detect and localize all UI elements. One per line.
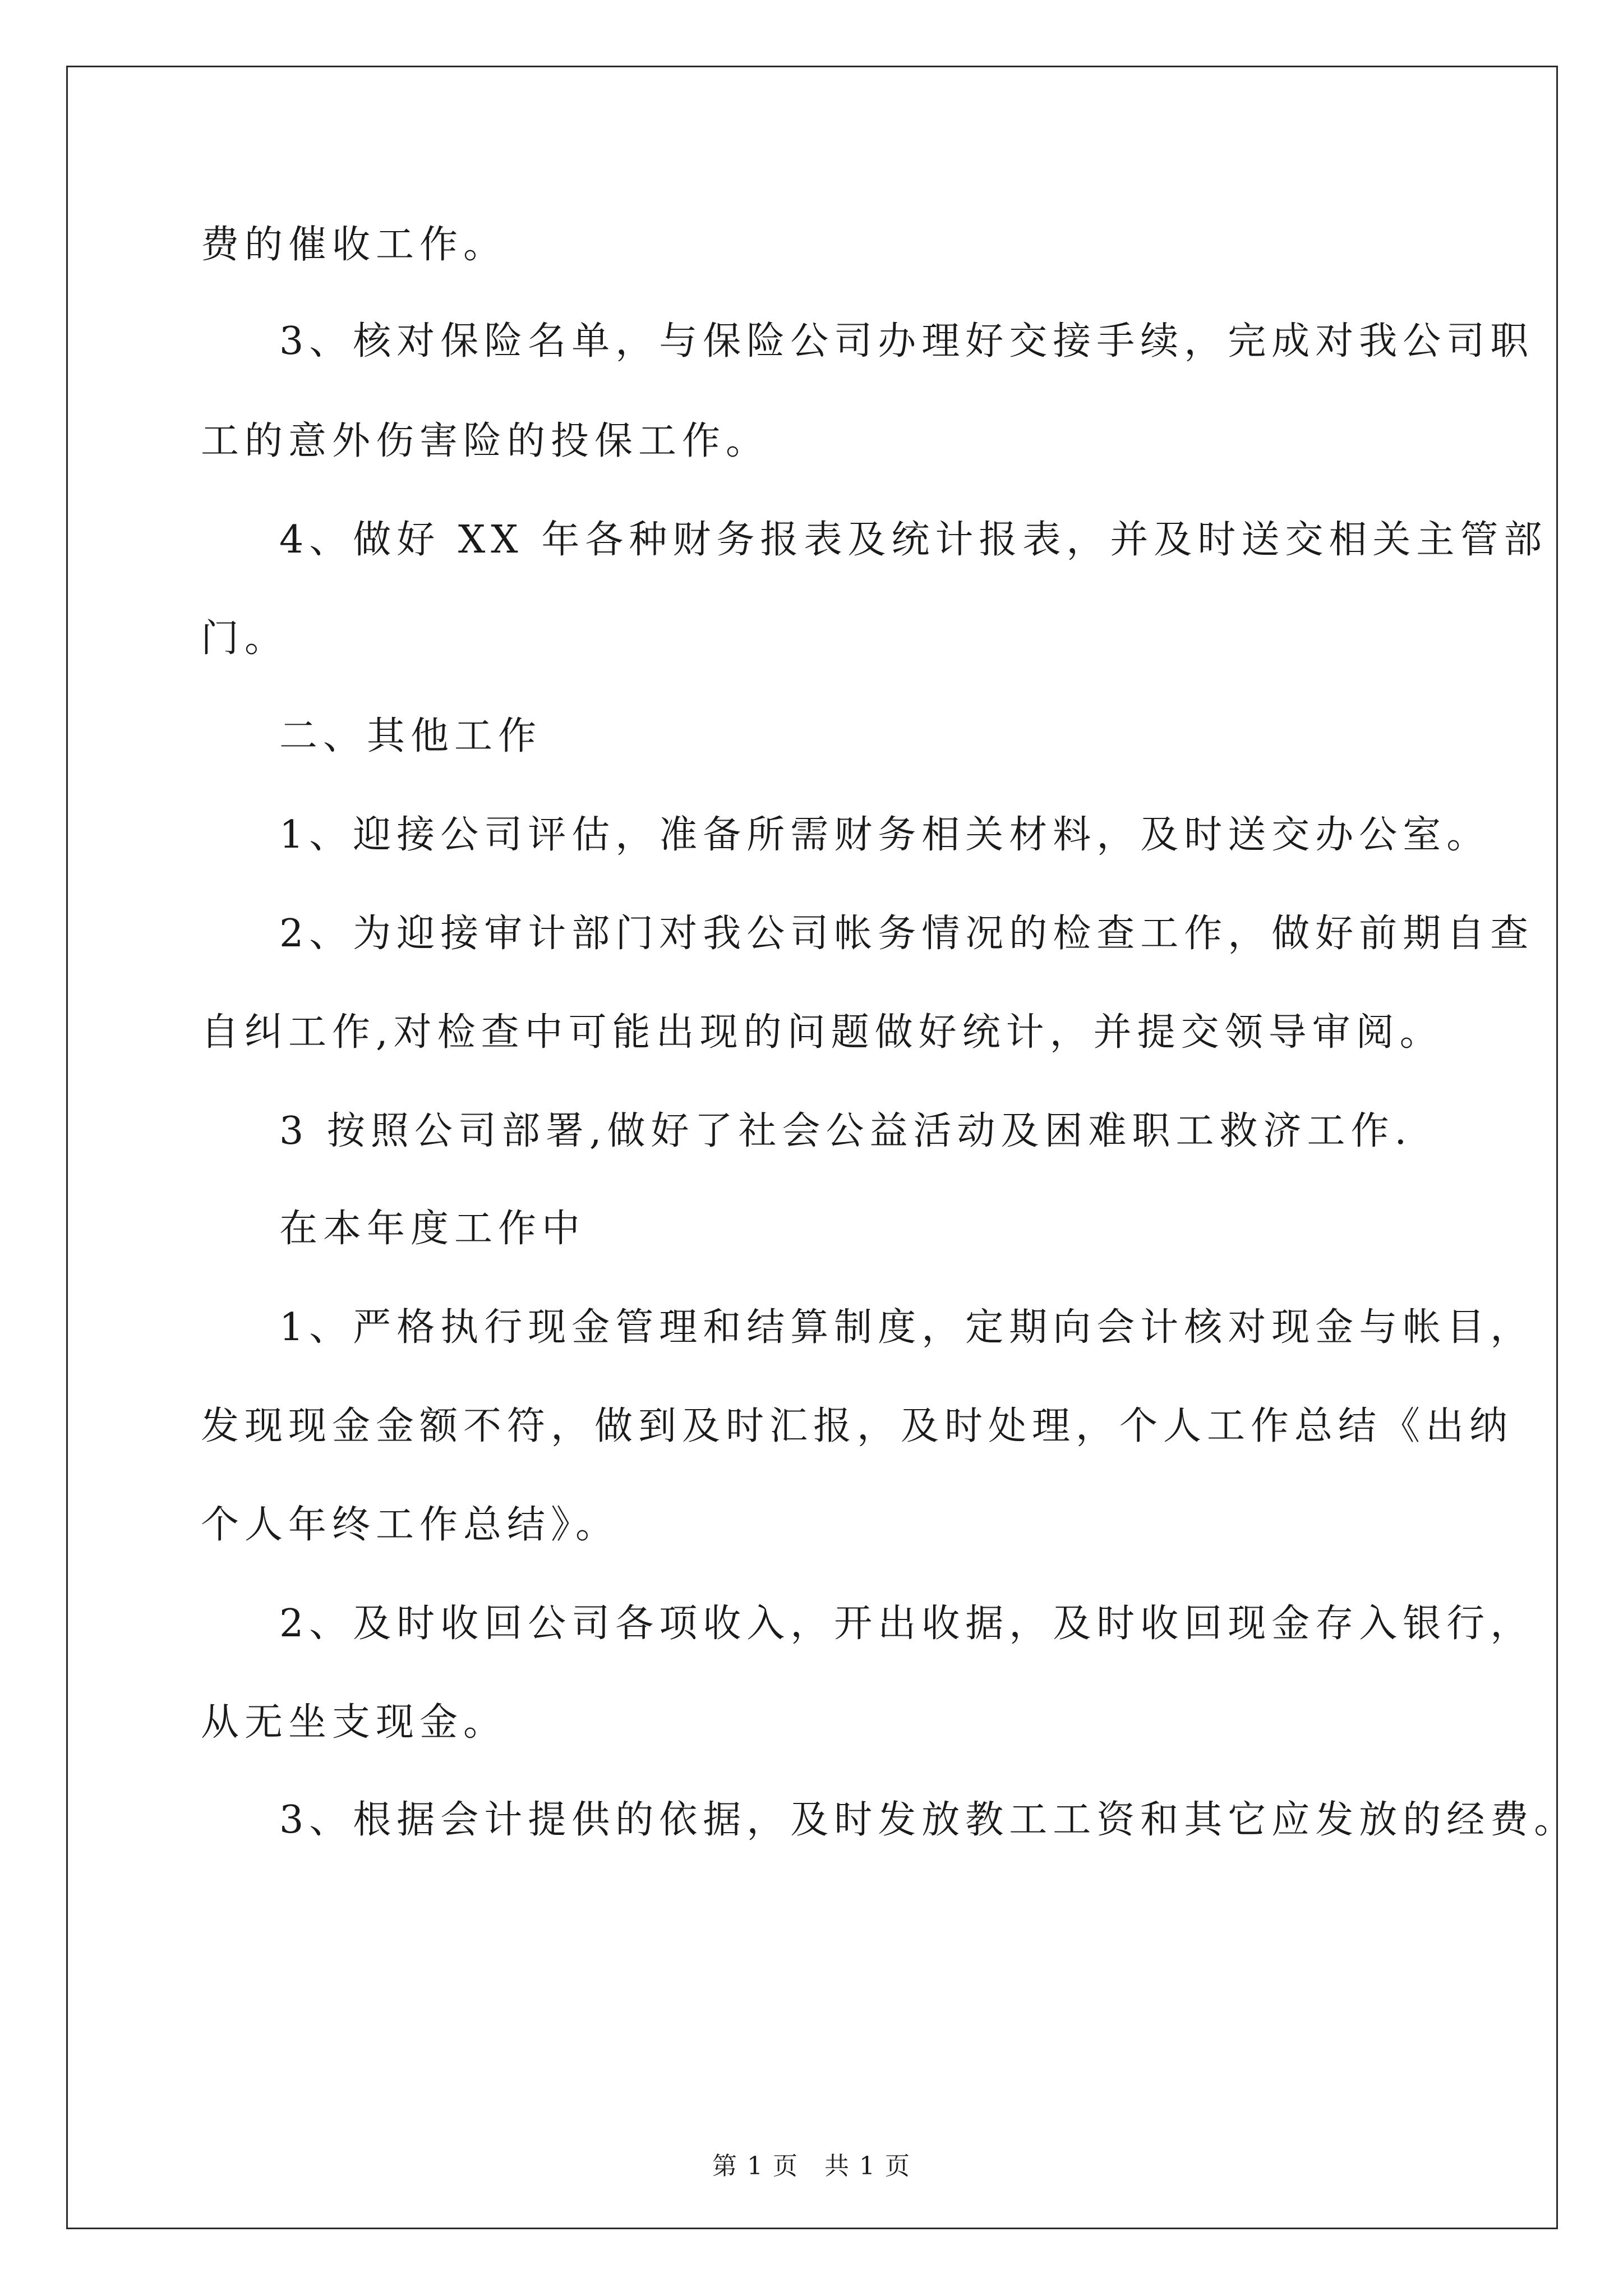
text-line: 3、核对保险名单，与保险公司办理好交接手续，完成对我公司职 — [279, 319, 1534, 364]
text-line: 费的催收工作。 — [201, 223, 508, 267]
text-line: 2、为迎接审计部门对我公司帐务情况的检查工作，做好前期自查 — [279, 912, 1534, 956]
text-line: 4、做好 XX 年各种财务报表及统计报表，并及时送交相关主管部 — [279, 518, 1548, 562]
text-line: 发现现金金额不符，做到及时汇报，及时处理，个人工作总结《出纳 — [201, 1404, 1514, 1448]
text-line: 自纠工作,对检查中可能出现的问题做好统计，并提交领导审阅。 — [201, 1010, 1444, 1055]
text-line: 1、严格执行现金管理和结算制度，定期向会计核对现金与帐目， — [279, 1305, 1534, 1350]
text-line: 工的意外伤害险的投保工作。 — [201, 419, 770, 463]
text-line: 在本年度工作中 — [279, 1207, 586, 1251]
section-heading: 二、其他工作 — [279, 714, 542, 758]
text-line: 3 按照公司部署,做好了社会公益活动及困难职工救济工作. — [279, 1109, 1413, 1153]
text-line: 3、根据会计提供的依据，及时发放教工工资和其它应发放的经费。 — [279, 1798, 1578, 1842]
text-line: 1、迎接公司评估，准备所需财务相关材料，及时送交办公室。 — [279, 813, 1491, 857]
text-line: 2、及时收回公司各项收入，开出收据，及时收回现金存入银行， — [279, 1602, 1534, 1646]
text-line: 从无坐支现金。 — [201, 1700, 508, 1745]
text-line: 个人年终工作总结》。 — [201, 1503, 620, 1547]
page-number: 第 1 页 共 1 页 — [712, 2152, 911, 2180]
text-line: 门。 — [201, 616, 289, 661]
